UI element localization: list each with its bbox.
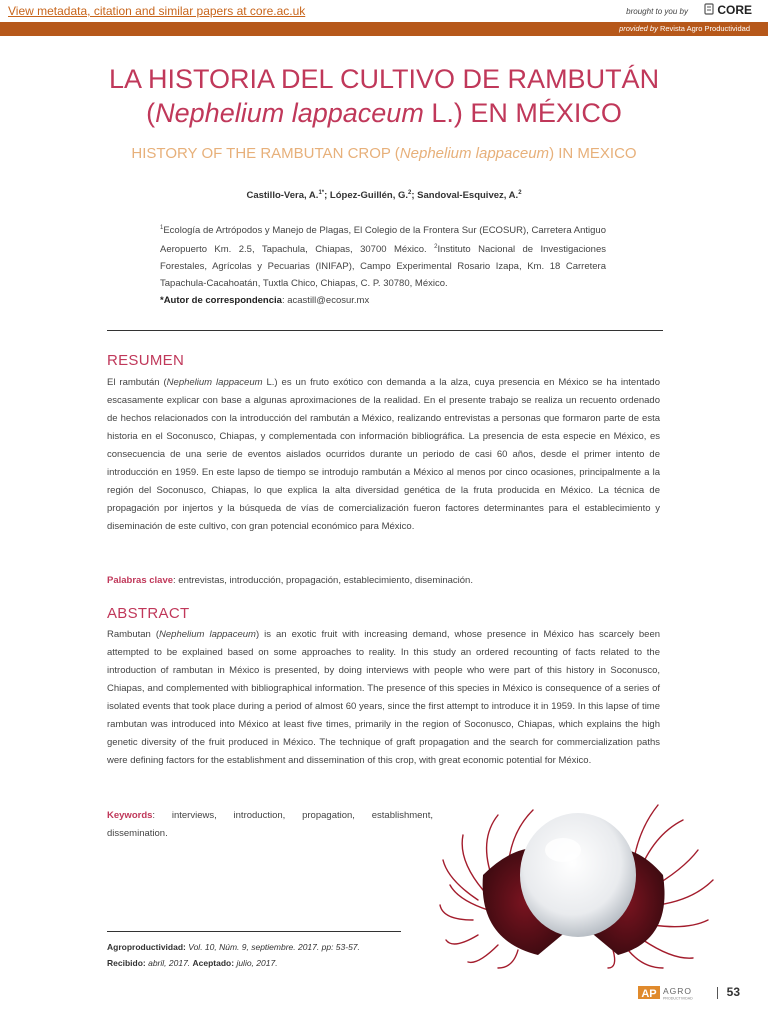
abstract-body: ) is an exotic fruit with increasing demand, whose presence in México has scarcely been attempted to be explained based on some approaches to reality. In this study an ordered recounting of facts related to the introduction of rambutan in México is presented, by doing interviews with people who were part of this history in Soconusco, Chiapas, and complemented with bibliographical information. The presence of this species in México is consequence of a series of isolated events that took place during a period of almost 60 years, since the first attempt to introduce it in 1959. In this lapse of time rambutan was introduced into México at least five times, primarily in the region of Soconusco, Chiapas, which explains the high genetic diversity of the fruit produced in México. The technique of graft propagation and the search for commercialization paths were defining factors for the establishment and dissemination of this crop, with great economic potential for México. xyxy=(107,629,661,766)
core-logo-icon xyxy=(704,3,714,15)
footnote-recibido-label: Recibido: xyxy=(107,958,146,968)
subtitle-pre: HISTORY OF THE RAMBUTAN CROP ( xyxy=(131,145,400,162)
core-logo-text: CORE xyxy=(717,3,752,17)
subtitle-post: ) IN MEXICO xyxy=(549,145,637,162)
abstract-heading: ABSTRACT xyxy=(107,605,190,622)
affil-2-sup: 2 xyxy=(434,244,438,251)
paper-subtitle xyxy=(40,145,728,162)
core-metadata-link[interactable]: View metadata, citation and similar papers at core.ac.uk xyxy=(8,4,306,18)
author-1-sup: 1* xyxy=(318,190,325,196)
footnote-aceptado-label: Aceptado: xyxy=(192,958,235,968)
abstract-pre: Rambutan ( xyxy=(107,629,160,640)
title-line2 xyxy=(40,96,728,130)
resumen-species: Nephelium lappaceum xyxy=(166,377,263,388)
core-header-bar xyxy=(0,0,768,23)
corresponding-label: *Autor de correspondencia xyxy=(160,295,282,307)
palabras-clave-label: Palabras clave xyxy=(107,575,174,586)
logo-agro-text: AGRO xyxy=(663,986,693,996)
header-divider xyxy=(107,330,663,331)
palabras-clave-text: : entrevistas, introducción, propagación, establecimiento, diseminación. xyxy=(173,575,473,586)
logo-sub-text: PRODUCTIVIDAD xyxy=(663,996,693,1001)
provided-by-text xyxy=(619,24,750,33)
author-2: ; López-Guillén, G. xyxy=(324,190,409,202)
paper-title xyxy=(40,62,728,130)
rambutan-fruit-image xyxy=(438,780,718,970)
keywords xyxy=(107,807,433,843)
title-line2-rest: L.) EN MÉXICO xyxy=(423,98,622,128)
title-species: Nephelium lappaceum xyxy=(155,98,424,128)
resumen-paragraph xyxy=(107,374,660,536)
page-number: 53 xyxy=(726,985,740,999)
provided-by-label: provided by xyxy=(619,24,658,33)
footnote-aceptado-text: julio, 2017. xyxy=(234,958,278,968)
corresponding-email[interactable]: : acastill@ecosur.mx xyxy=(281,295,370,307)
abstract-species: Nephelium lappaceum xyxy=(159,629,256,640)
author-3: ; Sandoval-Esquivez, A. xyxy=(411,190,519,202)
affil-1-sup: 1 xyxy=(160,225,164,231)
author-2-sup: 2 xyxy=(408,190,412,196)
logo-ap-text: AP xyxy=(641,988,657,1000)
affil-2: Instituto Nacional de Investigaciones Forestales, Agrícolas y Pecuarias (INIFAP), Campo Experimental Rosario Izapa, Km. 18 Carretera Tapachula-Cacahoatán, Tuxtla Chico, Chiapas, C. P. 30780, México. xyxy=(160,244,606,290)
title-line1: LA HISTORIA DEL CULTIVO DE RAMBUTÁN xyxy=(108,64,660,94)
footnote-dates xyxy=(107,955,360,971)
resumen-pre: El rambután ( xyxy=(107,377,167,388)
provided-by-bar xyxy=(0,22,768,36)
palabras-clave xyxy=(107,572,660,590)
footnote-journal-text: Vol. 10, Núm. 9, septiembre. 2017. pp: 53-57. xyxy=(185,942,360,952)
page-number-separator xyxy=(717,987,718,999)
keywords-text: : interviews, introduction, propagation, establishment, dissemination. xyxy=(107,810,433,839)
subtitle-species: Nephelium lappaceum xyxy=(399,145,550,162)
footnote-recibido-text: abril, 2017. xyxy=(145,958,193,968)
keywords-label: Keywords xyxy=(107,810,153,821)
title-paren: ( xyxy=(146,98,156,128)
abstract-paragraph xyxy=(107,626,660,770)
provided-by-name: Revista Agro Productividad xyxy=(659,24,750,33)
affil-1: Ecología de Artrópodos y Manejo de Plagas, El Colegio de la Frontera Sur (ECOSUR), Carretera Antiguo Aeropuerto Km. 2.5, Tapachula, Chiapas, 30700 México. xyxy=(160,225,606,256)
core-brought-by-text: brought to you by xyxy=(626,7,688,16)
footnote xyxy=(107,939,360,971)
footnote-journal xyxy=(107,939,360,955)
resumen-heading: RESUMEN xyxy=(107,352,185,369)
author-1: Castillo-Vera, A. xyxy=(246,190,319,202)
author-3-sup: 2 xyxy=(518,190,522,196)
affiliations xyxy=(160,220,606,309)
footnote-divider xyxy=(107,931,401,932)
author-list xyxy=(40,190,728,201)
resumen-body: L.) es un fruto exótico con demanda a la alza, cuya presencia en México se ha intentado escasamente explicar con base a algunas aproximaciones de la realidad. En el presente trabajo se realiza un recuento ordenado de hechos relacionados con la introducción del rambután a México, realizando entrevistas a personas que formaron parte de esta historia en el Soconusco, Chiapas, y complementada con información bibliográfica. La presencia de esta especie en México, es consecuencia de una serie de eventos aislados ocurridos durante un periodo de casi 60 años, desde el primer intento de introducción en 1959. En este lapso de tiempo se introdujo rambután a México al menos por cinco ocasiones, principalmente a la región del Soconusco, Chiapas, lo que explica la alta diversidad genética de la fruta producida en México. La técnica de propagación por injertos y la búsqueda de vías de comercialización fueron factores determinantes para el establecimiento y diseminación de este cultivo, con gran potencial económico para México. xyxy=(107,377,660,532)
agroproductividad-logo xyxy=(638,985,708,1001)
core-logo[interactable] xyxy=(704,3,752,17)
footnote-journal-label: Agroproductividad: xyxy=(107,942,186,952)
